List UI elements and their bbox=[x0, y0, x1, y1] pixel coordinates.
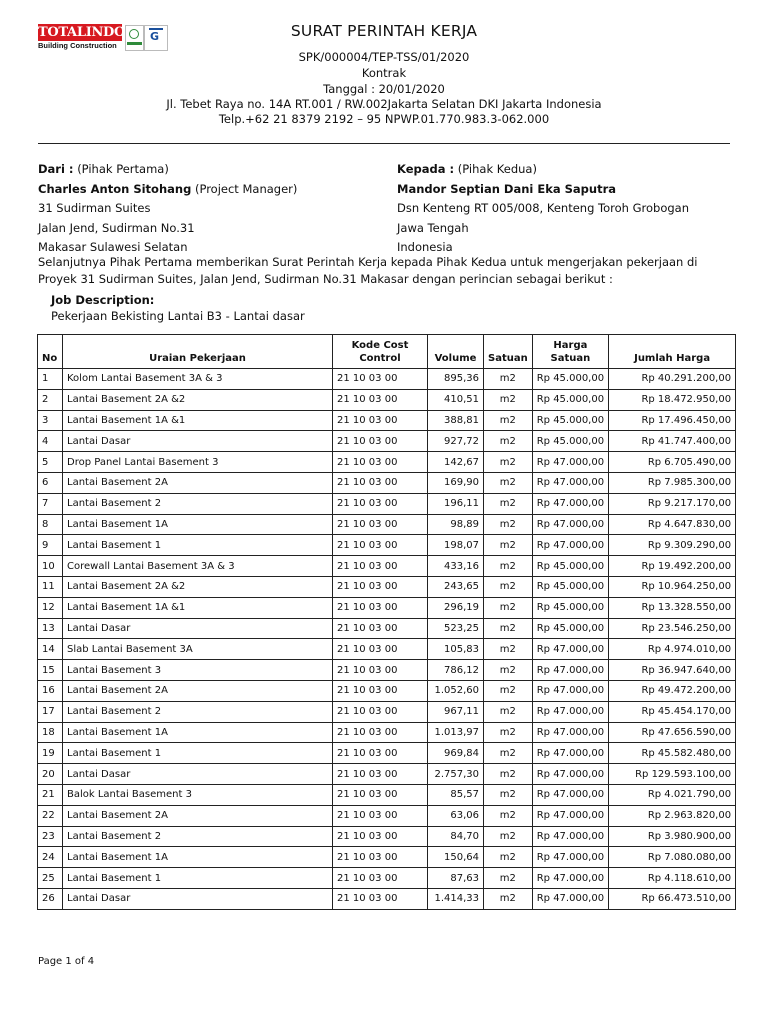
cell-unit-price: Rp 47.000,00 bbox=[532, 784, 608, 805]
cell-total-price: Rp 18.472.950,00 bbox=[609, 389, 736, 410]
cell-unit: m2 bbox=[484, 847, 533, 868]
cell-total-price: Rp 49.472.200,00 bbox=[609, 680, 736, 701]
cell-unit: m2 bbox=[484, 888, 533, 909]
cell-no: 4 bbox=[38, 431, 63, 452]
logo-brand: TOTALINDO bbox=[38, 25, 126, 40]
cell-cost-code: 21 10 03 00 bbox=[333, 805, 428, 826]
cell-total-price: Rp 66.473.510,00 bbox=[609, 888, 736, 909]
cell-no: 2 bbox=[38, 389, 63, 410]
cell-description: Lantai Dasar bbox=[63, 888, 333, 909]
cell-unit-price: Rp 47.000,00 bbox=[532, 868, 608, 889]
cell-volume: 85,57 bbox=[428, 784, 484, 805]
cell-no: 24 bbox=[38, 847, 63, 868]
cell-unit-price: Rp 47.000,00 bbox=[532, 743, 608, 764]
cell-total-price: Rp 40.291.200,00 bbox=[609, 369, 736, 390]
table-row bbox=[38, 493, 736, 514]
cell-no: 1 bbox=[38, 369, 63, 390]
cell-cost-code: 21 10 03 00 bbox=[333, 556, 428, 577]
cell-unit: m2 bbox=[484, 452, 533, 473]
cell-unit-price: Rp 47.000,00 bbox=[532, 764, 608, 785]
cell-description: Lantai Basement 1A &1 bbox=[63, 410, 333, 431]
cell-no: 10 bbox=[38, 556, 63, 577]
cell-volume: 63,06 bbox=[428, 805, 484, 826]
table-row bbox=[38, 452, 736, 473]
cell-unit: m2 bbox=[484, 556, 533, 577]
cell-total-price: Rp 4.647.830,00 bbox=[609, 514, 736, 535]
header-total-price: Jumlah Harga bbox=[609, 335, 736, 369]
cell-cost-code: 21 10 03 00 bbox=[333, 576, 428, 597]
cell-volume: 927,72 bbox=[428, 431, 484, 452]
cell-no: 8 bbox=[38, 514, 63, 535]
cell-description: Lantai Basement 2A &2 bbox=[63, 389, 333, 410]
cell-unit-price: Rp 45.000,00 bbox=[532, 576, 608, 597]
header-volume: Volume bbox=[428, 335, 484, 369]
cell-description: Lantai Basement 2A bbox=[63, 472, 333, 493]
cell-volume: 967,11 bbox=[428, 701, 484, 722]
cell-total-price: Rp 19.492.200,00 bbox=[609, 556, 736, 577]
cell-description: Lantai Basement 1A bbox=[63, 722, 333, 743]
to-label: Kepada : bbox=[397, 162, 455, 176]
cell-cost-code: 21 10 03 00 bbox=[333, 535, 428, 556]
table-row bbox=[38, 847, 736, 868]
cell-description: Lantai Basement 2A &2 bbox=[63, 576, 333, 597]
cell-unit-price: Rp 47.000,00 bbox=[532, 639, 608, 660]
cell-unit: m2 bbox=[484, 472, 533, 493]
table-row bbox=[38, 639, 736, 660]
cell-no: 15 bbox=[38, 660, 63, 681]
company-address: Jl. Tebet Raya no. 14A RT.001 / RW.002Jakarta Selatan DKI Jakarta Indonesia bbox=[166, 97, 602, 111]
cell-total-price: Rp 2.963.820,00 bbox=[609, 805, 736, 826]
cell-unit: m2 bbox=[484, 701, 533, 722]
intro-paragraph: Selanjutnya Pihak Pertama memberikan Surat Perintah Kerja kepada Pihak Kedua untuk mengerjakan pekerjaan di Proyek 31 Sudirman Suites, Jalan Jend, Sudirman No.31 Makasar dengan perincian sebagai berikut : bbox=[38, 255, 698, 286]
cell-cost-code: 21 10 03 00 bbox=[333, 764, 428, 785]
cell-no: 14 bbox=[38, 639, 63, 660]
cell-unit-price: Rp 45.000,00 bbox=[532, 369, 608, 390]
cell-unit: m2 bbox=[484, 743, 533, 764]
to-block bbox=[397, 160, 689, 258]
cell-unit: m2 bbox=[484, 764, 533, 785]
cell-unit: m2 bbox=[484, 597, 533, 618]
cell-total-price: Rp 6.705.490,00 bbox=[609, 452, 736, 473]
cell-description: Lantai Basement 2 bbox=[63, 701, 333, 722]
cell-volume: 388,81 bbox=[428, 410, 484, 431]
cell-volume: 198,07 bbox=[428, 535, 484, 556]
cell-cost-code: 21 10 03 00 bbox=[333, 431, 428, 452]
table-row bbox=[38, 805, 736, 826]
cell-unit: m2 bbox=[484, 784, 533, 805]
cell-description: Lantai Basement 1A bbox=[63, 847, 333, 868]
cell-unit-price: Rp 47.000,00 bbox=[532, 826, 608, 847]
job-description-text: Pekerjaan Bekisting Lantai B3 - Lantai dasar bbox=[51, 309, 305, 323]
company-g-cert-icon: G bbox=[144, 25, 168, 51]
job-description-heading: Job Description: bbox=[51, 293, 155, 307]
cell-unit: m2 bbox=[484, 805, 533, 826]
table-row bbox=[38, 701, 736, 722]
cell-volume: 1.052,60 bbox=[428, 680, 484, 701]
cell-total-price: Rp 47.656.590,00 bbox=[609, 722, 736, 743]
cell-total-price: Rp 45.582.480,00 bbox=[609, 743, 736, 764]
cell-cost-code: 21 10 03 00 bbox=[333, 743, 428, 764]
cell-volume: 169,90 bbox=[428, 472, 484, 493]
from-address-line3: Makasar Sulawesi Selatan bbox=[38, 240, 188, 255]
cell-volume: 410,51 bbox=[428, 389, 484, 410]
cell-description: Lantai Basement 2A bbox=[63, 680, 333, 701]
table-row bbox=[38, 868, 736, 889]
cell-volume: 969,84 bbox=[428, 743, 484, 764]
cell-volume: 786,12 bbox=[428, 660, 484, 681]
cell-unit: m2 bbox=[484, 722, 533, 743]
cell-description: Lantai Basement 1A bbox=[63, 514, 333, 535]
cell-unit-price: Rp 47.000,00 bbox=[532, 680, 608, 701]
cell-description: Lantai Dasar bbox=[63, 618, 333, 639]
cell-unit: m2 bbox=[484, 410, 533, 431]
cell-volume: 523,25 bbox=[428, 618, 484, 639]
table-row bbox=[38, 389, 736, 410]
cell-volume: 196,11 bbox=[428, 493, 484, 514]
table-row bbox=[38, 618, 736, 639]
table-row bbox=[38, 472, 736, 493]
cell-description: Drop Panel Lantai Basement 3 bbox=[63, 452, 333, 473]
header-description: Uraian Pekerjaan bbox=[63, 335, 333, 369]
cell-unit: m2 bbox=[484, 431, 533, 452]
table-row bbox=[38, 722, 736, 743]
cell-no: 3 bbox=[38, 410, 63, 431]
cell-total-price: Rp 36.947.640,00 bbox=[609, 660, 736, 681]
cell-total-price: Rp 23.546.250,00 bbox=[609, 618, 736, 639]
cell-no: 9 bbox=[38, 535, 63, 556]
page-number: Page 1 of 4 bbox=[38, 956, 95, 967]
cell-unit: m2 bbox=[484, 514, 533, 535]
cell-total-price: Rp 7.080.080,00 bbox=[609, 847, 736, 868]
from-title: (Project Manager) bbox=[194, 181, 298, 196]
cell-description: Lantai Dasar bbox=[63, 764, 333, 785]
table-row bbox=[38, 888, 736, 909]
cell-unit-price: Rp 45.000,00 bbox=[532, 597, 608, 618]
cell-no: 21 bbox=[38, 784, 63, 805]
cell-cost-code: 21 10 03 00 bbox=[333, 618, 428, 639]
cell-no: 6 bbox=[38, 472, 63, 493]
cell-unit-price: Rp 47.000,00 bbox=[532, 888, 608, 909]
cell-cost-code: 21 10 03 00 bbox=[333, 472, 428, 493]
cell-description: Lantai Basement 2 bbox=[63, 493, 333, 514]
from-label: Dari : bbox=[38, 162, 74, 176]
cell-unit: m2 bbox=[484, 618, 533, 639]
cell-unit-price: Rp 45.000,00 bbox=[532, 389, 608, 410]
to-role: (Pihak Kedua) bbox=[457, 162, 537, 176]
cell-volume: 98,89 bbox=[428, 514, 484, 535]
cell-volume: 142,67 bbox=[428, 452, 484, 473]
cell-unit-price: Rp 47.000,00 bbox=[532, 472, 608, 493]
to-address-line3: Indonesia bbox=[397, 240, 453, 255]
cell-total-price: Rp 7.985.300,00 bbox=[609, 472, 736, 493]
cell-unit-price: Rp 45.000,00 bbox=[532, 431, 608, 452]
cell-volume: 243,65 bbox=[428, 576, 484, 597]
cell-cost-code: 21 10 03 00 bbox=[333, 784, 428, 805]
header-unit-price: Harga Satuan bbox=[532, 335, 608, 369]
cell-no: 11 bbox=[38, 576, 63, 597]
table-row bbox=[38, 410, 736, 431]
cell-no: 23 bbox=[38, 826, 63, 847]
cell-unit: m2 bbox=[484, 680, 533, 701]
cell-no: 26 bbox=[38, 888, 63, 909]
cell-unit: m2 bbox=[484, 535, 533, 556]
cell-unit-price: Rp 47.000,00 bbox=[532, 535, 608, 556]
cell-unit-price: Rp 47.000,00 bbox=[532, 493, 608, 514]
table-row bbox=[38, 535, 736, 556]
header-unit: Satuan bbox=[484, 335, 533, 369]
cell-description: Lantai Basement 2A bbox=[63, 805, 333, 826]
cell-no: 22 bbox=[38, 805, 63, 826]
from-name: Charles Anton Sitohang bbox=[38, 181, 192, 196]
cell-description: Lantai Basement 3 bbox=[63, 660, 333, 681]
table-row bbox=[38, 431, 736, 452]
cell-unit: m2 bbox=[484, 826, 533, 847]
cell-cost-code: 21 10 03 00 bbox=[333, 514, 428, 535]
document-number: SPK/000004/TEP-TSS/01/2020 bbox=[298, 50, 470, 64]
cell-description: Lantai Basement 1 bbox=[63, 535, 333, 556]
cell-unit: m2 bbox=[484, 639, 533, 660]
cell-no: 18 bbox=[38, 722, 63, 743]
logo-tagline: Building Construction bbox=[38, 41, 117, 50]
cell-volume: 87,63 bbox=[428, 868, 484, 889]
cell-no: 25 bbox=[38, 868, 63, 889]
cell-description: Slab Lantai Basement 3A bbox=[63, 639, 333, 660]
cell-cost-code: 21 10 03 00 bbox=[333, 493, 428, 514]
cell-no: 19 bbox=[38, 743, 63, 764]
cell-volume: 84,70 bbox=[428, 826, 484, 847]
cell-unit-price: Rp 47.000,00 bbox=[532, 514, 608, 535]
cell-cost-code: 21 10 03 00 bbox=[333, 722, 428, 743]
cell-unit-price: Rp 47.000,00 bbox=[532, 452, 608, 473]
table-row bbox=[38, 826, 736, 847]
cell-unit: m2 bbox=[484, 493, 533, 514]
table-row bbox=[38, 660, 736, 681]
cell-cost-code: 21 10 03 00 bbox=[333, 597, 428, 618]
cell-volume: 1.013,97 bbox=[428, 722, 484, 743]
company-contact: Telp.+62 21 8379 2192 – 95 NPWP.01.770.983.3-062.000 bbox=[218, 112, 550, 126]
table-row bbox=[38, 743, 736, 764]
cell-volume: 433,16 bbox=[428, 556, 484, 577]
cell-unit-price: Rp 45.000,00 bbox=[532, 410, 608, 431]
table-row bbox=[38, 764, 736, 785]
table-row bbox=[38, 369, 736, 390]
cell-cost-code: 21 10 03 00 bbox=[333, 680, 428, 701]
cell-cost-code: 21 10 03 00 bbox=[333, 888, 428, 909]
cell-total-price: Rp 13.328.550,00 bbox=[609, 597, 736, 618]
cell-no: 5 bbox=[38, 452, 63, 473]
cell-unit-price: Rp 47.000,00 bbox=[532, 660, 608, 681]
cell-cost-code: 21 10 03 00 bbox=[333, 410, 428, 431]
from-role: (Pihak Pertama) bbox=[77, 162, 169, 176]
cell-total-price: Rp 17.496.450,00 bbox=[609, 410, 736, 431]
cell-description: Lantai Basement 1 bbox=[63, 743, 333, 764]
cell-unit-price: Rp 47.000,00 bbox=[532, 805, 608, 826]
cell-description: Lantai Dasar bbox=[63, 431, 333, 452]
cell-total-price: Rp 4.118.610,00 bbox=[609, 868, 736, 889]
header-cost-code: Kode Cost Control bbox=[333, 335, 428, 369]
table-row bbox=[38, 576, 736, 597]
header-divider bbox=[38, 143, 730, 144]
cell-unit-price: Rp 47.000,00 bbox=[532, 722, 608, 743]
cell-no: 17 bbox=[38, 701, 63, 722]
cell-no: 12 bbox=[38, 597, 63, 618]
cell-unit-price: Rp 47.000,00 bbox=[532, 701, 608, 722]
to-address-line2: Jawa Tengah bbox=[397, 220, 469, 235]
cell-cost-code: 21 10 03 00 bbox=[333, 660, 428, 681]
cell-description: Kolom Lantai Basement 3A & 3 bbox=[63, 369, 333, 390]
cell-total-price: Rp 10.964.250,00 bbox=[609, 576, 736, 597]
document-date: Tanggal : 20/01/2020 bbox=[323, 82, 445, 96]
cell-volume: 1.414,33 bbox=[428, 888, 484, 909]
table-row bbox=[38, 784, 736, 805]
cell-volume: 2.757,30 bbox=[428, 764, 484, 785]
header-no: No bbox=[38, 335, 63, 369]
cell-unit: m2 bbox=[484, 868, 533, 889]
table-row bbox=[38, 680, 736, 701]
cell-no: 7 bbox=[38, 493, 63, 514]
from-address-line2: Jalan Jend, Sudirman No.31 bbox=[38, 220, 195, 235]
to-name: Mandor Septian Dani Eka Saputra bbox=[397, 181, 616, 196]
cell-cost-code: 21 10 03 00 bbox=[333, 847, 428, 868]
cell-total-price: Rp 4.021.790,00 bbox=[609, 784, 736, 805]
cell-cost-code: 21 10 03 00 bbox=[333, 369, 428, 390]
cell-cost-code: 21 10 03 00 bbox=[333, 701, 428, 722]
to-address-line1: Dsn Kenteng RT 005/008, Kenteng Toroh Grobogan bbox=[397, 201, 689, 216]
document-type: Kontrak bbox=[361, 66, 407, 80]
cell-no: 16 bbox=[38, 680, 63, 701]
cell-volume: 895,36 bbox=[428, 369, 484, 390]
document-title: SURAT PERINTAH KERJA bbox=[290, 22, 478, 40]
cell-description: Lantai Basement 1 bbox=[63, 868, 333, 889]
cell-total-price: Rp 9.309.290,00 bbox=[609, 535, 736, 556]
cell-volume: 105,83 bbox=[428, 639, 484, 660]
cell-unit: m2 bbox=[484, 369, 533, 390]
table-row bbox=[38, 597, 736, 618]
cell-description: Corewall Lantai Basement 3A & 3 bbox=[63, 556, 333, 577]
table-header-row bbox=[38, 335, 736, 369]
cell-unit: m2 bbox=[484, 389, 533, 410]
cell-total-price: Rp 3.980.900,00 bbox=[609, 826, 736, 847]
table-row bbox=[38, 514, 736, 535]
cell-no: 13 bbox=[38, 618, 63, 639]
table-row bbox=[38, 556, 736, 577]
cell-total-price: Rp 45.454.170,00 bbox=[609, 701, 736, 722]
cell-unit: m2 bbox=[484, 660, 533, 681]
work-items-table bbox=[37, 334, 736, 910]
cell-no: 20 bbox=[38, 764, 63, 785]
cell-description: Balok Lantai Basement 3 bbox=[63, 784, 333, 805]
cell-unit: m2 bbox=[484, 576, 533, 597]
cell-total-price: Rp 41.747.400,00 bbox=[609, 431, 736, 452]
cell-cost-code: 21 10 03 00 bbox=[333, 452, 428, 473]
cell-cost-code: 21 10 03 00 bbox=[333, 826, 428, 847]
cell-total-price: Rp 9.217.170,00 bbox=[609, 493, 736, 514]
cell-total-price: Rp 4.974.010,00 bbox=[609, 639, 736, 660]
from-address-line1: 31 Sudirman Suites bbox=[38, 201, 151, 216]
cell-cost-code: 21 10 03 00 bbox=[333, 639, 428, 660]
cell-description: Lantai Basement 1A &1 bbox=[63, 597, 333, 618]
cell-cost-code: 21 10 03 00 bbox=[333, 868, 428, 889]
cell-cost-code: 21 10 03 00 bbox=[333, 389, 428, 410]
cell-volume: 150,64 bbox=[428, 847, 484, 868]
cell-unit-price: Rp 47.000,00 bbox=[532, 847, 608, 868]
cell-unit-price: Rp 45.000,00 bbox=[532, 556, 608, 577]
cell-volume: 296,19 bbox=[428, 597, 484, 618]
from-block bbox=[38, 160, 297, 258]
cell-unit-price: Rp 45.000,00 bbox=[532, 618, 608, 639]
cell-total-price: Rp 129.593.100,00 bbox=[609, 764, 736, 785]
cell-description: Lantai Basement 2 bbox=[63, 826, 333, 847]
